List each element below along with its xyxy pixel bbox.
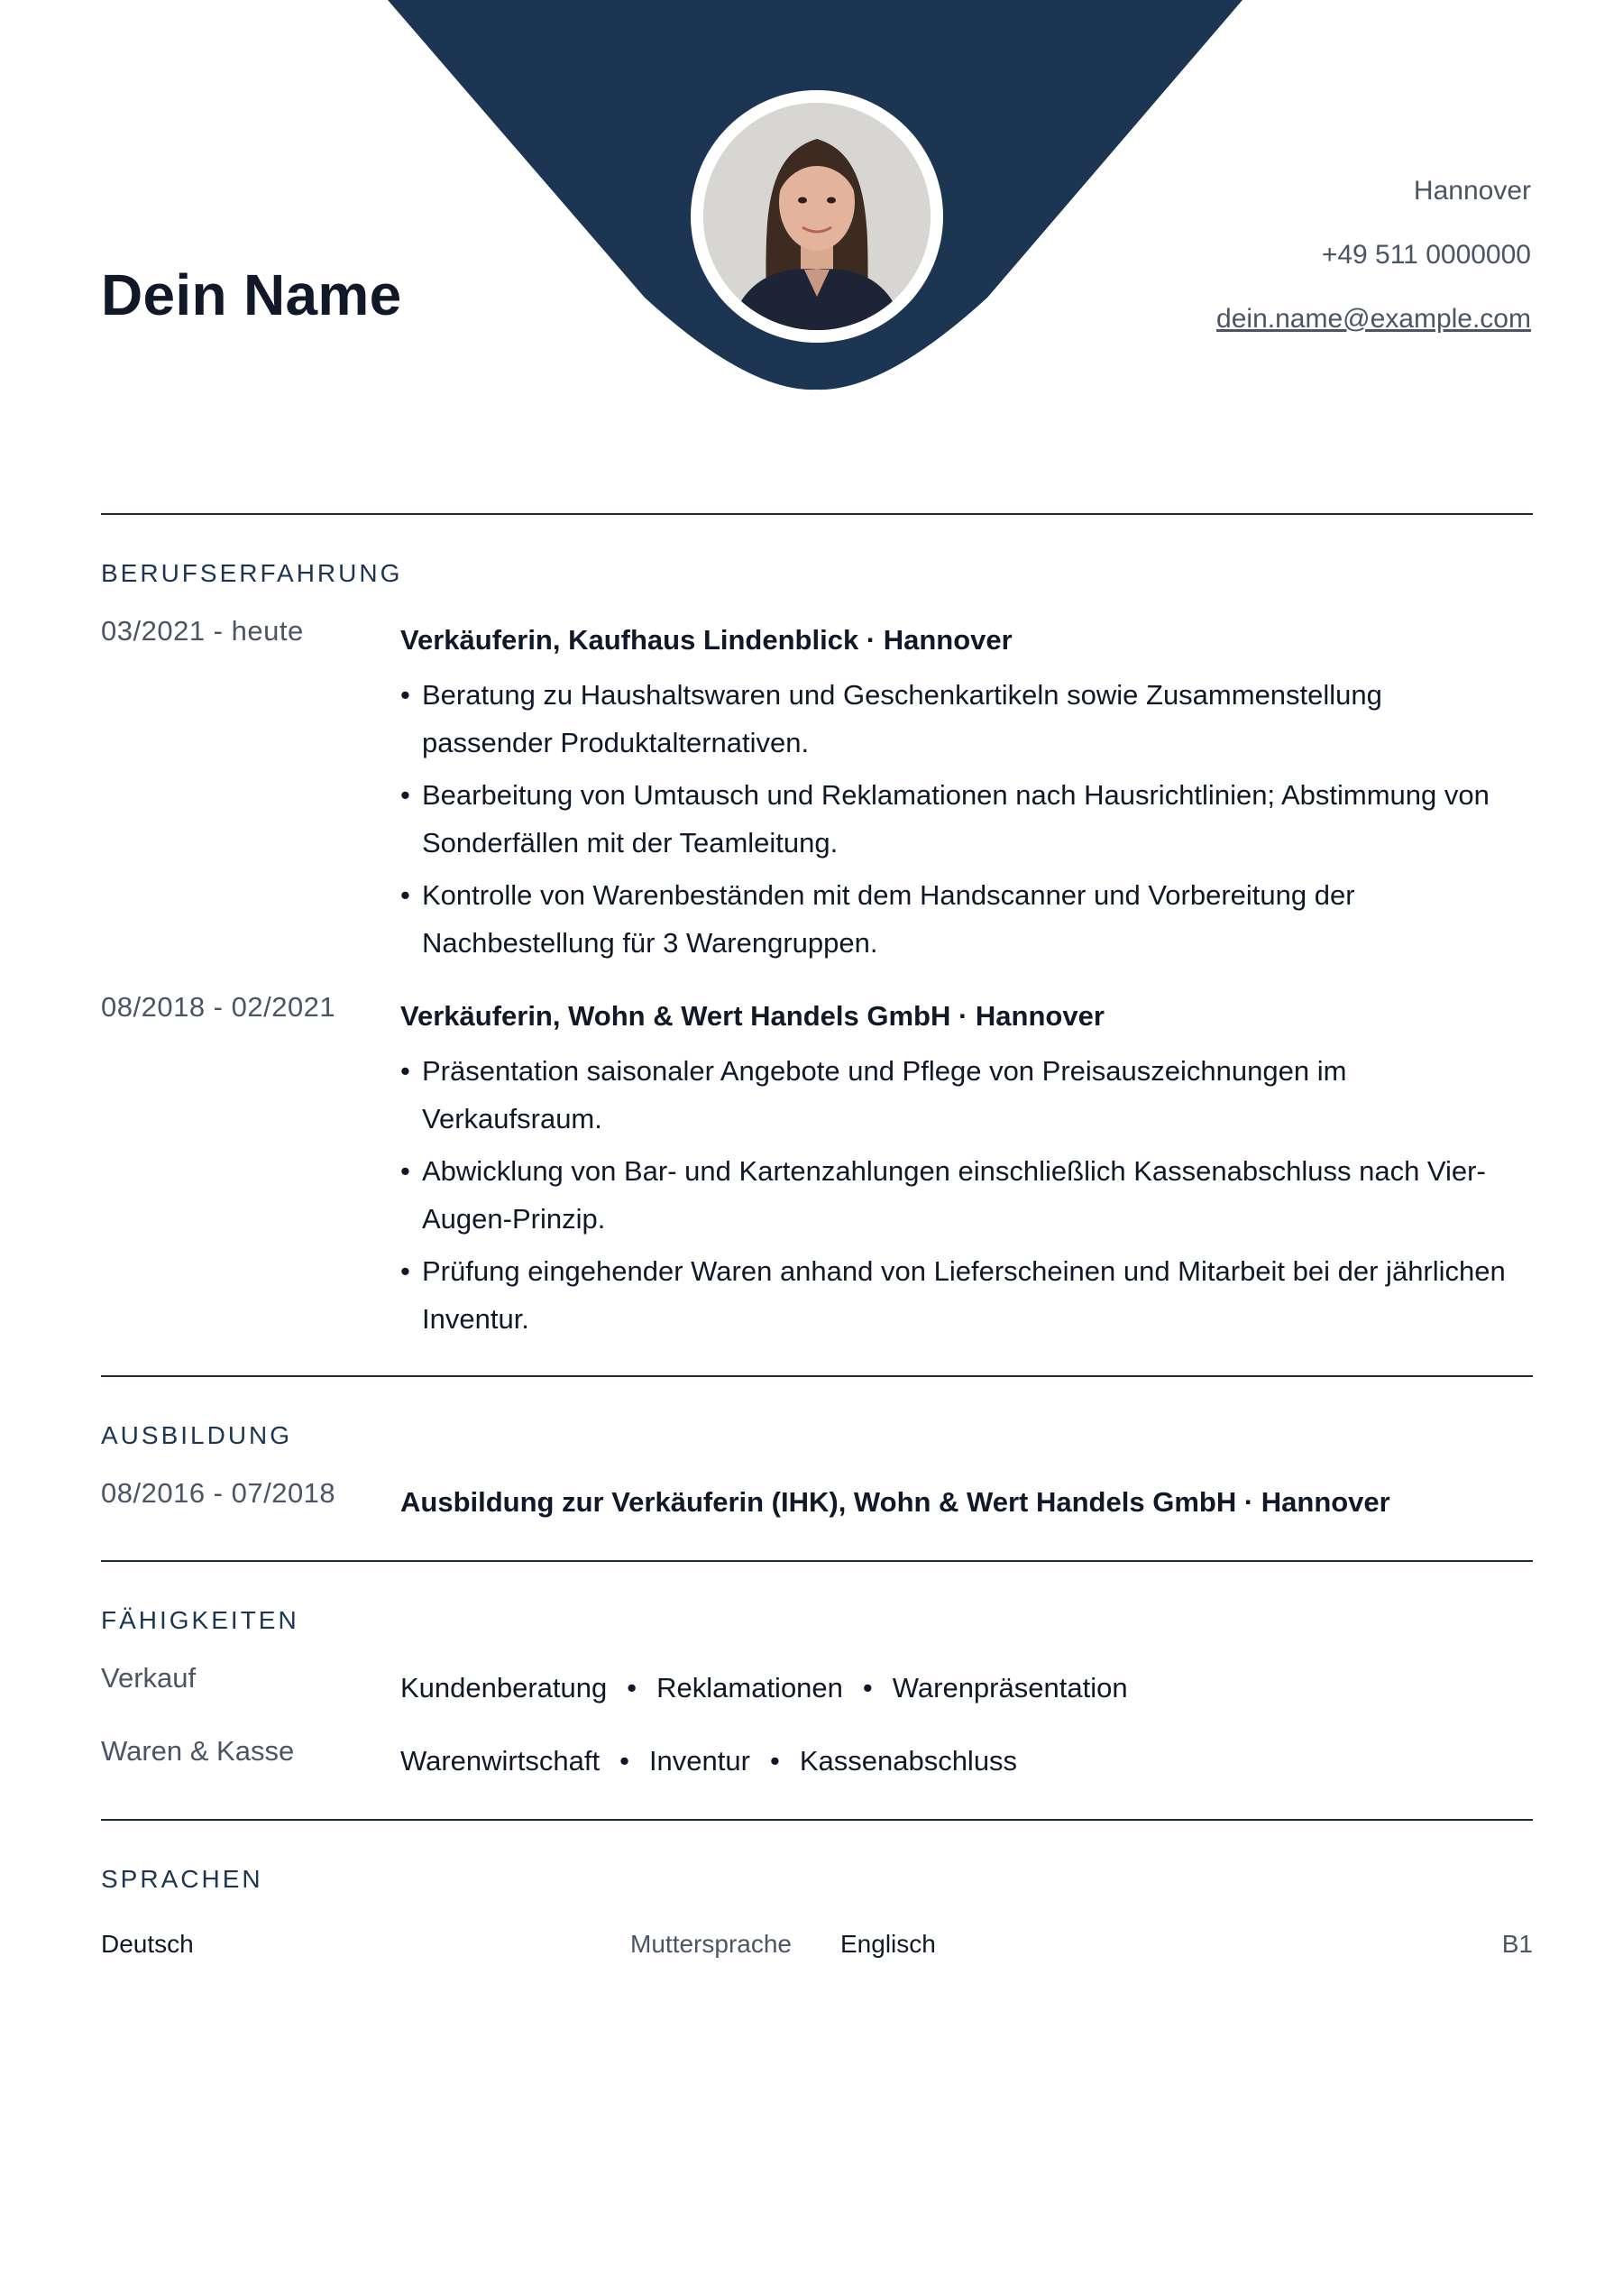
skill-separator: • [627, 1672, 637, 1704]
entry-date: 08/2016 - 07/2018 [101, 1477, 336, 1509]
skill-category: Waren & Kasse [101, 1735, 295, 1767]
skill-item: Reklamationen [656, 1672, 843, 1704]
list-item: • Prüfung eingehender Waren anhand von Lieferscheinen und Mitarbeit bei der jährlichen Inventur. [400, 1247, 1509, 1343]
list-item: • Präsentation saisonaler Angebote und Pflege von Preisauszeichnungen im Verkaufsraum. [400, 1047, 1509, 1143]
section-label-languages: SPRACHEN [101, 1865, 263, 1893]
portrait-photo [703, 103, 931, 330]
entry-title: Verkäuferin, Kaufhaus Lindenblick · Hannover [400, 624, 1013, 656]
entry-title: Verkäuferin, Wohn & Wert Handels GmbH · Hannover [400, 1000, 1105, 1032]
language-name: Deutsch [101, 1930, 194, 1958]
contact-phone: +49 511 0000000 [1321, 240, 1531, 270]
section-label-experience: BERUFSERFAHRUNG [101, 559, 403, 587]
list-item: • Kontrolle von Warenbeständen mit dem Handscanner und Vorbereitung der Nachbestellung für 3 Warengruppen. [400, 871, 1509, 967]
section-label-skills: FÄHIGKEITEN [101, 1606, 299, 1634]
avatar [691, 90, 943, 343]
section-label-education: AUSBILDUNG [101, 1421, 293, 1449]
skill-item: Kassenabschluss [799, 1745, 1018, 1777]
contact-email-link[interactable]: dein.name@example.com [1216, 304, 1531, 334]
skill-item: Kundenberatung [400, 1672, 608, 1704]
skill-separator: • [862, 1672, 873, 1704]
language-name: Englisch [840, 1930, 936, 1958]
language-level: Muttersprache [630, 1930, 792, 1958]
entry-title: Ausbildung zur Verkäuferin (IHK), Wohn & Wert Handels GmbH · Hannover [400, 1486, 1390, 1518]
list-item: • Abwicklung von Bar- und Kartenzahlungen einschließlich Kassenabschluss nach Vier-Augen-Prinzip. [400, 1147, 1509, 1243]
skill-separator: • [769, 1745, 780, 1777]
skill-list [400, 1745, 1017, 1777]
page-title: Dein Name [101, 262, 402, 327]
entry-bullets [400, 1047, 1509, 1347]
skill-list [400, 1672, 1128, 1704]
skill-item: Inventur [648, 1745, 750, 1777]
entry-date: 08/2018 - 02/2021 [101, 991, 336, 1023]
list-item: • Bearbeitung von Umtausch und Reklamationen nach Hausrichtlinien; Abstimmung von Sonderfällen mit der Teamleitung. [400, 771, 1509, 867]
contact-block [1216, 171, 1531, 363]
section-divider [101, 1375, 1533, 1377]
contact-city: Hannover [1413, 176, 1531, 206]
skill-category: Verkauf [101, 1662, 197, 1694]
skill-separator: • [619, 1745, 629, 1777]
list-item: • Beratung zu Haushaltswaren und Geschenkartikeln sowie Zusammenstellung passender Produktalternativen. [400, 671, 1509, 767]
entry-bullets [400, 671, 1509, 971]
skill-item: Warenwirtschaft [400, 1745, 601, 1777]
entry-date: 03/2021 - heute [101, 615, 304, 647]
section-divider [101, 513, 1533, 515]
section-divider [101, 1560, 1533, 1562]
section-divider [101, 1819, 1533, 1821]
skill-item: Warenpräsentation [892, 1672, 1128, 1704]
language-level: B1 [1501, 1930, 1533, 1958]
